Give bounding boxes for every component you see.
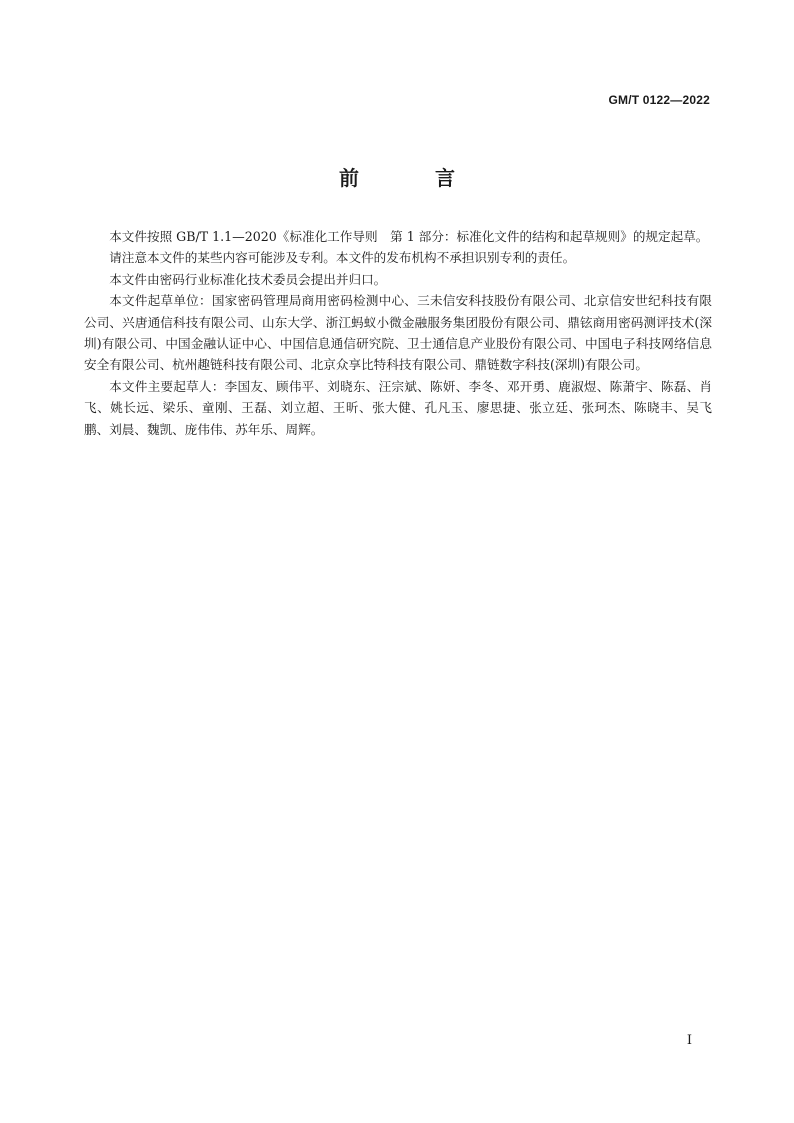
standard-code: GM/T 0122—2022 xyxy=(608,93,710,107)
paragraph-drafters: 本文件主要起草人：李国友、顾伟平、刘晓东、汪宗斌、陈妍、李冬、邓开勇、鹿淑煜、陈萧宇、陈磊、肖飞、姚长远、梁乐、童刚、王磊、刘立超、王昕、张大健、孔凡玉、廖思捷、张立廷、张珂杰、陈晓丰、吴飞鹏、刘晨、魏凯、庞伟伟、苏年乐、周辉。 xyxy=(84,378,712,437)
paragraph-drafting-units: 本文件起草单位：国家密码管理局商用密码检测中心、三未信安科技股份有限公司、北京信安世纪科技有限公司、兴唐通信科技有限公司、山东大学、浙江蚂蚁小微金融服务集团股份有限公司、鼎铉商用密码测评技术(深圳)有限公司、中国金融认证中心、中国信息通信研究院、卫士通信息产业股份有限公司、中国电子科技网络信息安全有限公司、杭州趣链科技有限公司、北京众享比特科技有限公司、鼎链数字科技(深圳)有限公司。 xyxy=(84,293,712,373)
paragraph-proposer: 本文件由密码行业标准化技术委员会提出并归口。 xyxy=(109,271,387,287)
page-title: 前 言 xyxy=(339,166,483,190)
paragraph-patent-notice: 请注意本文件的某些内容可能涉及专利。本文件的发布机构不承担识别专利的责任。 xyxy=(109,250,576,266)
paragraph-drafting-rules: 本文件按照 GB/T 1.1—2020《标准化工作导则 第 1 部分：标准化文件的结构和起草规则》的规定起草。 xyxy=(109,229,709,244)
page-number: I xyxy=(686,1033,692,1048)
foreword-body xyxy=(84,226,712,440)
